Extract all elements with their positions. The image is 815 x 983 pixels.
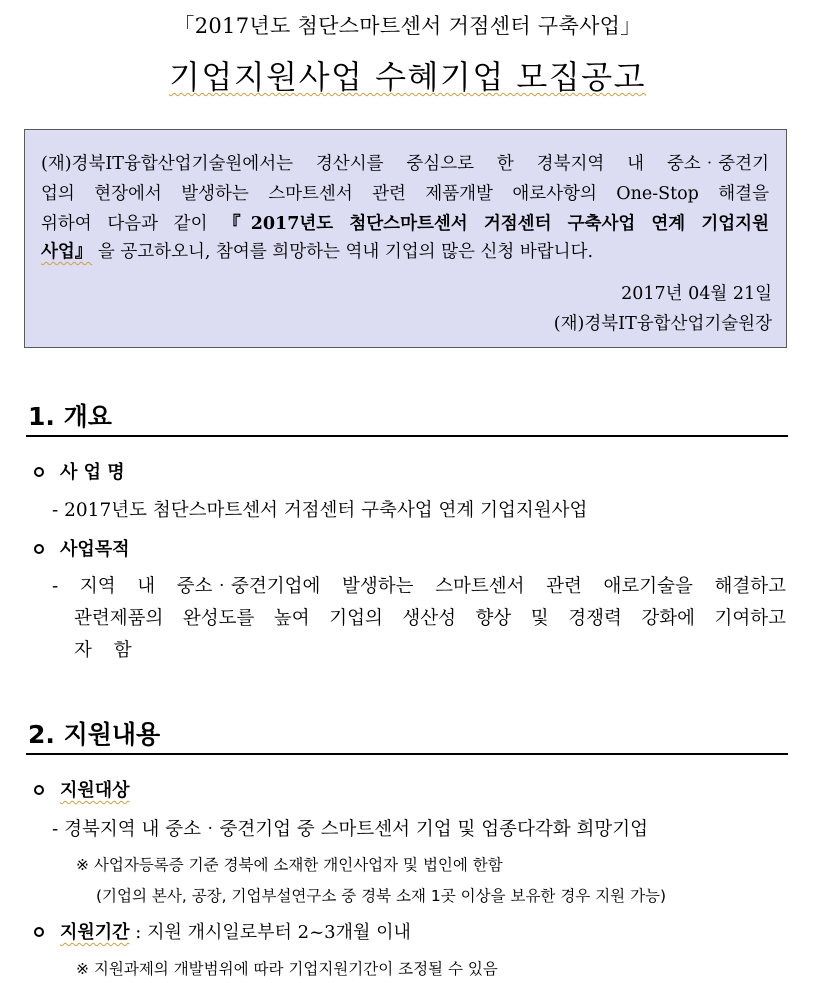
support-target-text: - 경북지역 내 중소‧중견기업 중 스마트센서 기업 및 업종다각화 희망기업 bbox=[52, 819, 648, 840]
business-name-label: 사 업 명 bbox=[60, 462, 125, 483]
support-period-item bbox=[34, 918, 411, 944]
business-purpose-line-2: 관련제품의 완성도를 높여 기업의 생산성 향상 및 경쟁력 강화에 기여하고 bbox=[74, 608, 786, 629]
business-purpose-line-1: - 지역 내 중소‧중견기업에 발생하는 스마트센서 관련 애로기술을 해결하고 bbox=[52, 576, 786, 597]
business-name-value: - 2017년도 첨단스마트센서 거점센터 구축사업 연계 기업지원사업 bbox=[52, 500, 588, 521]
notice-program-name-end: 사업』 bbox=[41, 242, 93, 262]
notice-signer: (재)경북IT융합산업기술원장 bbox=[553, 314, 772, 334]
section-2-rule bbox=[26, 753, 788, 755]
section-2-heading: 2. 지원내용 bbox=[28, 720, 161, 749]
notice-line-2: 업의 현장에서 발생하는 스마트센서 관련 제품개발 애로사항의 One-Stop 해결을 bbox=[41, 184, 769, 204]
section-1-rule bbox=[26, 435, 788, 437]
document-subtitle: 「2017년도 첨단스마트센서 거점센터 구축사업」 bbox=[173, 14, 642, 38]
document-title bbox=[0, 52, 815, 98]
notice-line-1: (재)경북IT융합산업기술원에서는 경산시를 중심으로 한 경북지역 내 중소‧중견기 bbox=[41, 154, 769, 174]
support-target-note-2: (기업의 본사, 공장, 기업부설연구소 중 경북 소재 1곳 이상을 보유한 경우 지원 가능) bbox=[96, 887, 667, 905]
notice-date: 2017년 04월 21일 bbox=[621, 284, 772, 304]
support-period-text: : 지원 개시일로부터 2~3개월 이내 bbox=[135, 922, 411, 943]
notice-box bbox=[24, 129, 787, 348]
section-1-heading: 1. 개요 bbox=[28, 402, 112, 431]
notice-line-3 bbox=[41, 210, 769, 235]
business-name-item bbox=[34, 458, 125, 484]
support-target-label: 지원대상 bbox=[60, 780, 130, 801]
bullet-circle-icon bbox=[34, 785, 44, 795]
bullet-circle-icon bbox=[34, 544, 44, 554]
document-title-text: 기업지원사업 수혜기업 모집공고 bbox=[168, 58, 647, 96]
support-period-label: 지원기간 bbox=[60, 922, 130, 943]
bullet-circle-icon bbox=[34, 467, 44, 477]
business-purpose-item bbox=[34, 535, 130, 561]
notice-line-4-text: 을 공고하오니, 참여를 희망하는 역내 기업의 많은 신청 바랍니다. bbox=[97, 242, 594, 262]
business-name-text bbox=[52, 496, 587, 522]
notice-line-4 bbox=[41, 238, 593, 263]
bullet-circle-icon bbox=[34, 927, 44, 937]
business-purpose-label: 사업목적 bbox=[60, 539, 130, 560]
support-period-note: ※ 지원과제의 개발범위에 따라 기업지원기간이 조정될 수 있음 bbox=[76, 960, 498, 978]
business-purpose-line-3: 자 함 bbox=[74, 640, 140, 661]
support-target-note-1: ※ 사업자등록증 기준 경북에 소재한 개인사업자 및 법인에 한함 bbox=[76, 856, 503, 874]
support-target-item bbox=[34, 776, 130, 802]
notice-program-name: 『2017년도 첨단스마트센서 거점센터 구축사업 연계 기업지원 bbox=[223, 214, 769, 234]
notice-line-3-text: 위하여 다음과 같이 bbox=[41, 214, 224, 234]
